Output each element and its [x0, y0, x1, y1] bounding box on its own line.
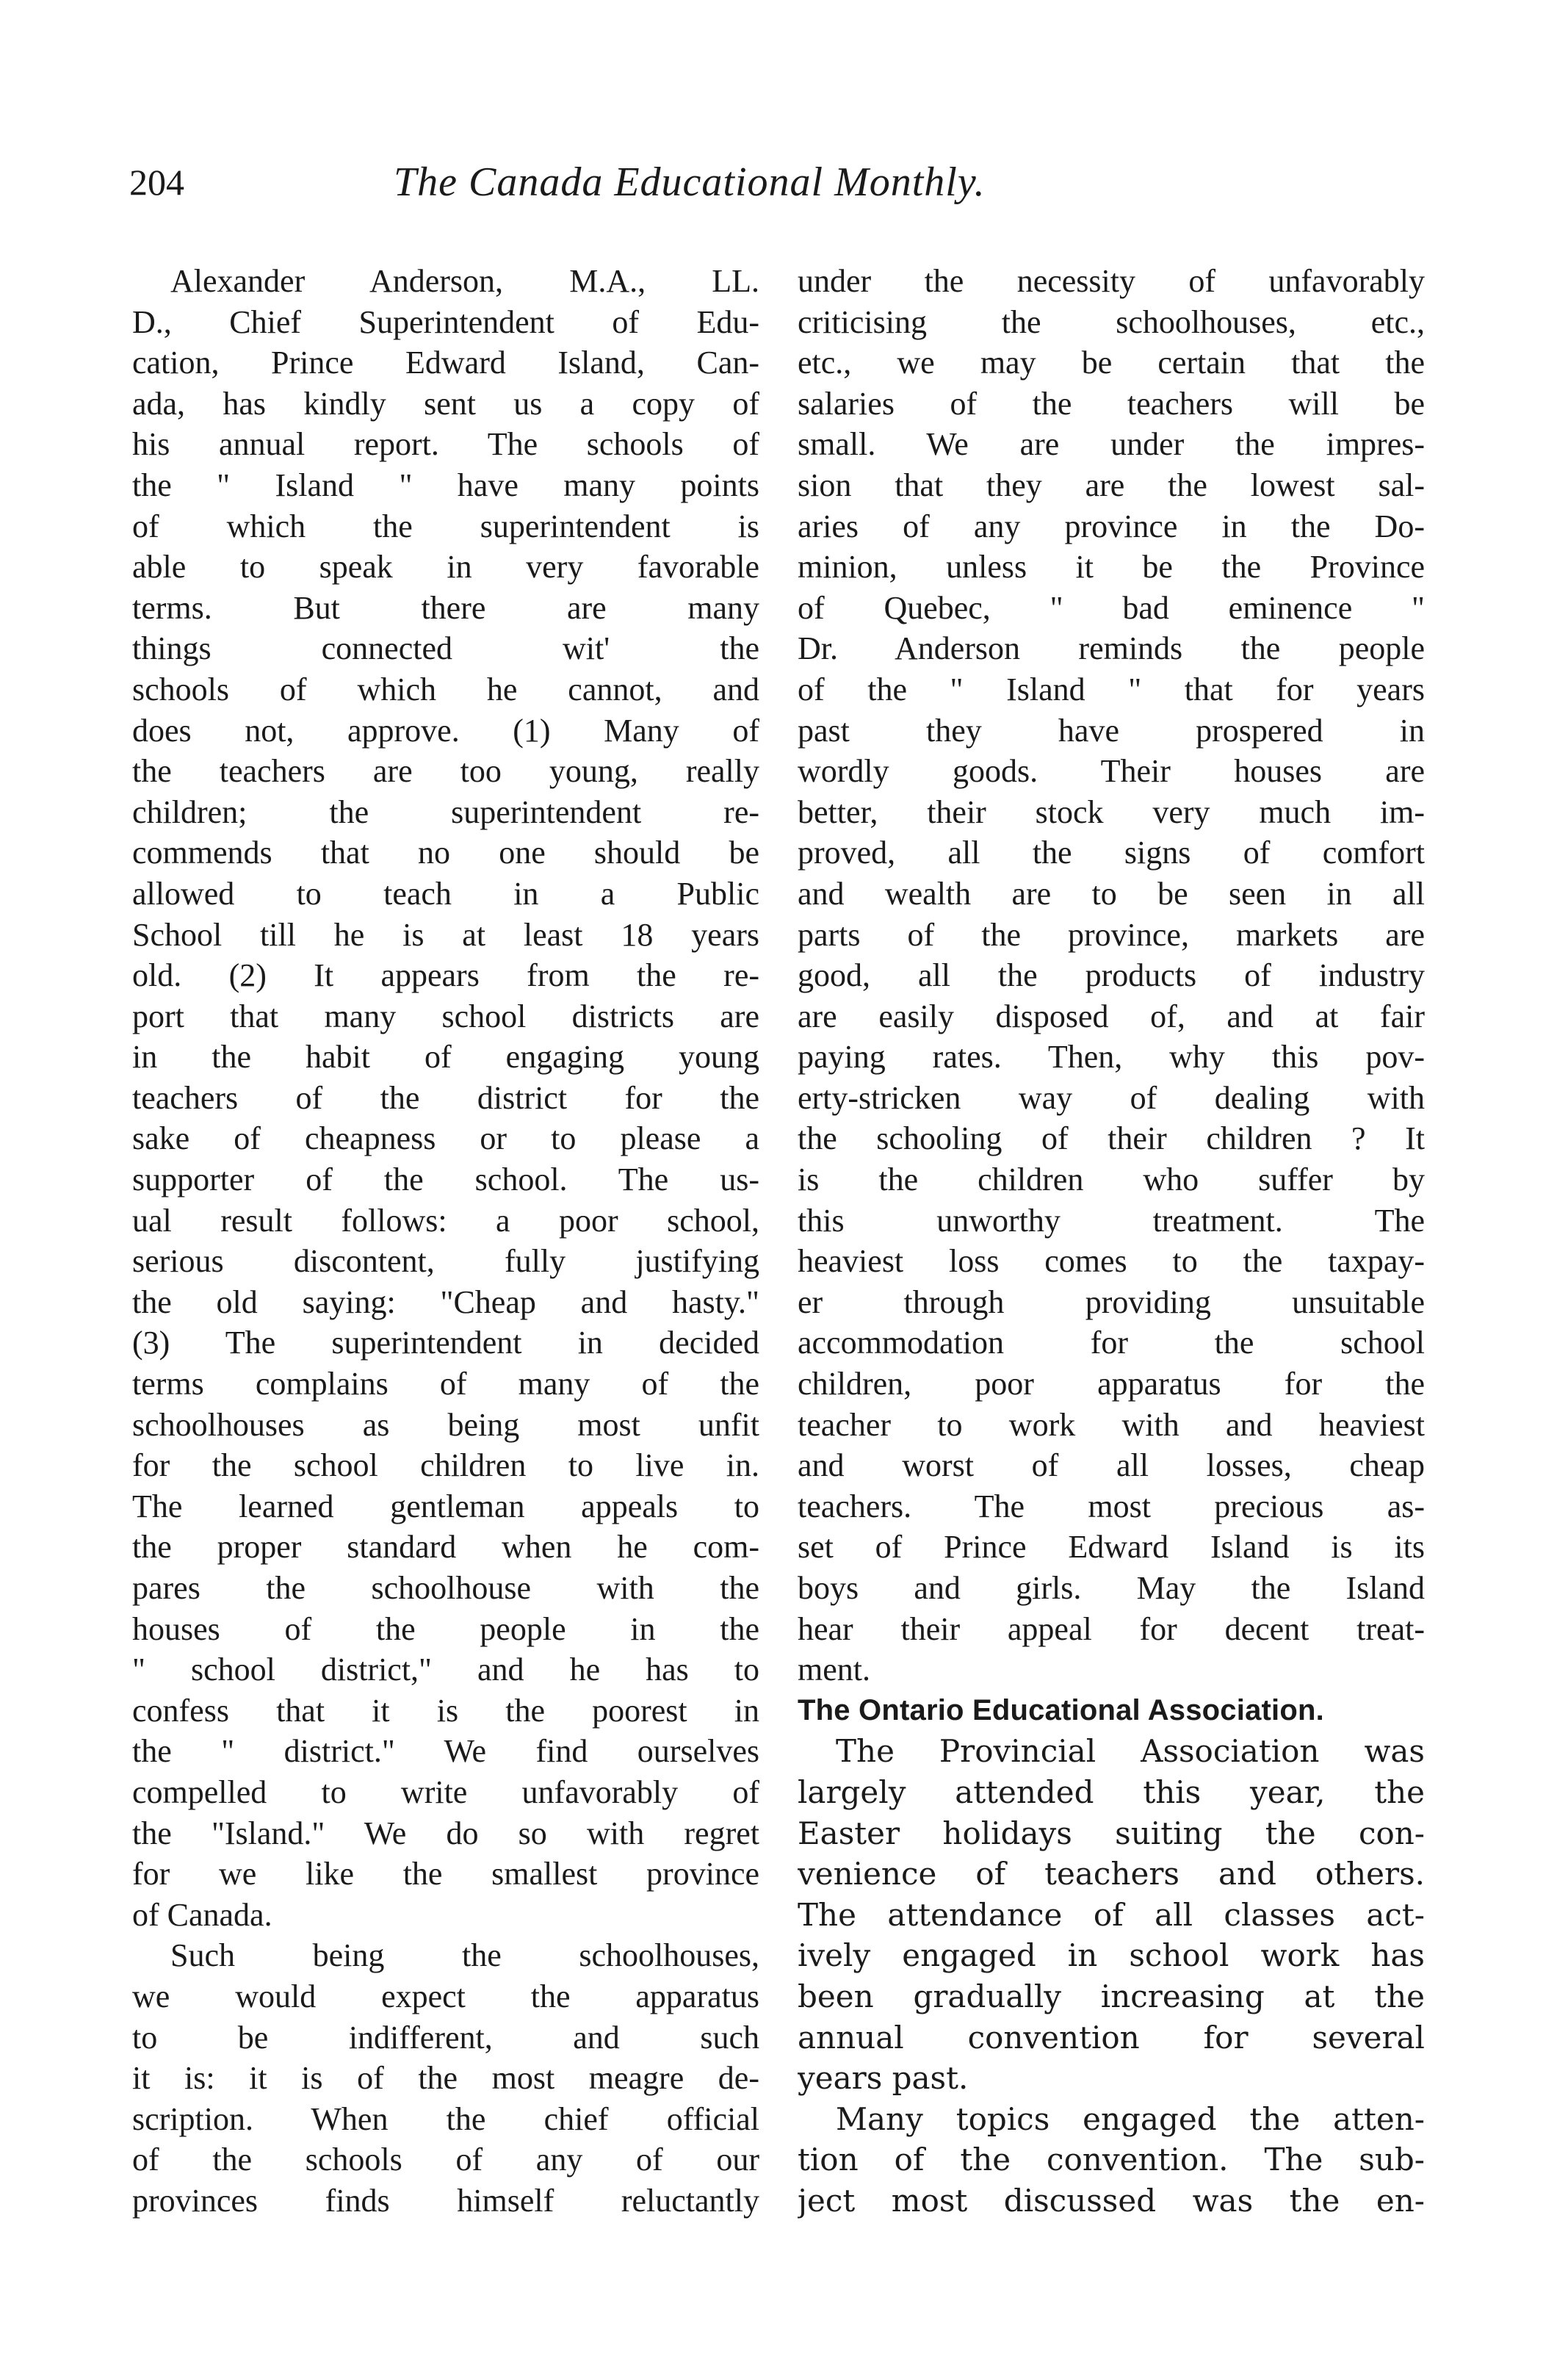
text-line: under the necessity of unfavorably — [798, 263, 1425, 299]
text-line: teacher to work with and heaviest — [798, 1406, 1425, 1443]
text-line: ject most discussed was the en- — [798, 2182, 1425, 2219]
text-line: port that many school districts are — [132, 998, 759, 1034]
text-line: The attendance of all classes act- — [798, 1896, 1425, 1933]
text-line: for we like the smallest province — [132, 1856, 759, 1892]
text-line: confess that it is the poorest in — [132, 1692, 759, 1729]
text-line: etc., we may be certain that the — [798, 345, 1425, 381]
text-line: (3) The superintendent in decided — [132, 1325, 759, 1361]
text-line: of the " Island " that for years — [798, 671, 1425, 707]
text-line: Alexander Anderson, M.A., LL. — [170, 263, 759, 299]
text-line: ual result follows: a poor school, — [132, 1202, 759, 1239]
journal-title: The Canada Educational Monthly. — [394, 159, 986, 205]
text-line: teachers of the district for the — [132, 1079, 759, 1116]
text-line: in the habit of engaging young — [132, 1039, 759, 1076]
text-line: schools of which he cannot, and — [132, 671, 759, 707]
text-line: proved, all the signs of comfort — [798, 835, 1425, 871]
text-line: the " Island " have many points — [132, 467, 759, 503]
right-column — [798, 261, 1425, 2222]
text-line: largely attended this year, the — [798, 1773, 1425, 1810]
text-line: minion, unless it be the Province — [798, 549, 1425, 586]
text-line: his annual report. The schools of — [132, 426, 759, 463]
text-line: the teachers are too young, really — [132, 753, 759, 790]
text-line: terms. But there are many — [132, 589, 759, 626]
paragraph — [132, 261, 759, 1935]
text-line: sake of cheapness or to please a — [132, 1120, 759, 1157]
text-line: Many topics engaged the atten- — [836, 2100, 1425, 2137]
text-line: good, all the products of industry — [798, 957, 1425, 994]
text-line: salaries of the teachers will be — [798, 385, 1425, 422]
text-line: the "Island." We do so with regret — [132, 1815, 759, 1851]
text-line: parts of the province, markets are — [798, 916, 1425, 953]
text-line: of Quebec, " bad eminence " — [798, 589, 1425, 626]
paragraph — [798, 261, 1425, 1690]
text-line: ada, has kindly sent us a copy of — [132, 385, 759, 422]
text-line: does not, approve. (1) Many of — [132, 712, 759, 749]
section-heading: The Ontario Educational Association. — [798, 1693, 1324, 1726]
text-line: we would expect the apparatus — [132, 1978, 759, 2014]
text-line: " school district," and he has to — [132, 1652, 759, 1688]
text-line: Easter holidays suiting the con- — [798, 1815, 1425, 1851]
text-line: able to speak in very favorable — [132, 549, 759, 586]
page-number: 204 — [129, 162, 184, 203]
text-line: old. (2) It appears from the re- — [132, 957, 759, 994]
text-line: and worst of all losses, cheap — [798, 1447, 1425, 1484]
running-head — [129, 160, 1451, 219]
text-line: Such being the schoolhouses, — [170, 1937, 759, 1974]
text-line: aries of any province in the Do- — [798, 508, 1425, 544]
text-line: the " district." We find ourselves — [132, 1733, 759, 1770]
text-line: criticising the schoolhouses, etc., — [798, 303, 1425, 340]
text-line: of Canada. — [132, 1896, 272, 1933]
text-line: set of Prince Edward Island is its — [798, 1529, 1425, 1566]
paragraph — [798, 1731, 1425, 2098]
text-line: houses of the people in the — [132, 1610, 759, 1647]
text-line: been gradually increasing at the — [798, 1978, 1425, 2014]
text-line: commends that no one should be — [132, 835, 759, 871]
text-line: scription. When the chief official — [132, 2100, 759, 2137]
text-line: terms complains of many of the — [132, 1366, 759, 1402]
text-line: School till he is at least 18 years — [132, 916, 759, 953]
text-line: to be indifferent, and such — [132, 2019, 759, 2056]
text-line: ively engaged in school work has — [798, 1937, 1425, 1974]
text-line: boys and girls. May the Island — [798, 1570, 1425, 1606]
text-line: and wealth are to be seen in all — [798, 875, 1425, 912]
paragraph — [798, 2099, 1425, 2222]
text-line: better, their stock very much im- — [798, 793, 1425, 830]
text-line: heaviest loss comes to the taxpay- — [798, 1243, 1425, 1280]
text-line: small. We are under the impres- — [798, 426, 1425, 463]
text-line: of the schools of any of our — [132, 2142, 759, 2178]
text-line: things connected wit' the — [132, 630, 759, 667]
text-line: erty-stricken way of dealing with — [798, 1079, 1425, 1116]
text-line: serious discontent, fully justifying — [132, 1243, 759, 1280]
text-line: allowed to teach in a Public — [132, 875, 759, 912]
text-line: provinces finds himself reluctantly — [132, 2182, 759, 2219]
text-line: ment. — [798, 1652, 870, 1688]
left-column — [132, 261, 759, 2222]
text-line: for the school children to live in. — [132, 1447, 759, 1484]
text-line: er through providing unsuitable — [798, 1283, 1425, 1320]
text-line: children, poor apparatus for the — [798, 1366, 1425, 1402]
text-line: tion of the convention. The sub- — [798, 2142, 1425, 2178]
text-line: The Provincial Association was — [836, 1733, 1425, 1770]
text-line: supporter of the school. The us- — [132, 1161, 759, 1198]
text-line: venience of teachers and others. — [798, 1856, 1425, 1892]
text-line: compelled to write unfavorably of — [132, 1773, 759, 1810]
text-line: the old saying: "Cheap and hasty." — [132, 1283, 759, 1320]
text-line: of which the superintendent is — [132, 508, 759, 544]
text-line: wordly goods. Their houses are — [798, 753, 1425, 790]
text-line: the proper standard when he com- — [132, 1529, 759, 1566]
text-line: it is: it is of the most meagre de- — [132, 2060, 759, 2097]
text-line: The learned gentleman appeals to — [132, 1488, 759, 1524]
text-line: the schooling of their children ? It — [798, 1120, 1425, 1157]
text-line: annual convention for several — [798, 2019, 1425, 2056]
text-line: years past. — [798, 2060, 969, 2097]
text-line: children; the superintendent re- — [132, 793, 759, 830]
paragraph — [132, 1935, 759, 2221]
text-line: pares the schoolhouse with the — [132, 1570, 759, 1606]
text-line: past they have prospered in — [798, 712, 1425, 749]
text-line: accommodation for the school — [798, 1325, 1425, 1361]
text-line: hear their appeal for decent treat- — [798, 1610, 1425, 1647]
text-line: schoolhouses as being most unfit — [132, 1406, 759, 1443]
text-line: D., Chief Superintendent of Edu- — [132, 303, 759, 340]
text-line: is the children who suffer by — [798, 1161, 1425, 1198]
text-line: are easily disposed of, and at fair — [798, 998, 1425, 1034]
text-line: sion that they are the lowest sal- — [798, 467, 1425, 503]
text-line: teachers. The most precious as- — [798, 1488, 1425, 1524]
text-line: paying rates. Then, why this pov- — [798, 1039, 1425, 1076]
text-line: Dr. Anderson reminds the people — [798, 630, 1425, 667]
text-line: cation, Prince Edward Island, Can- — [132, 345, 759, 381]
text-line: this unworthy treatment. The — [798, 1202, 1425, 1239]
